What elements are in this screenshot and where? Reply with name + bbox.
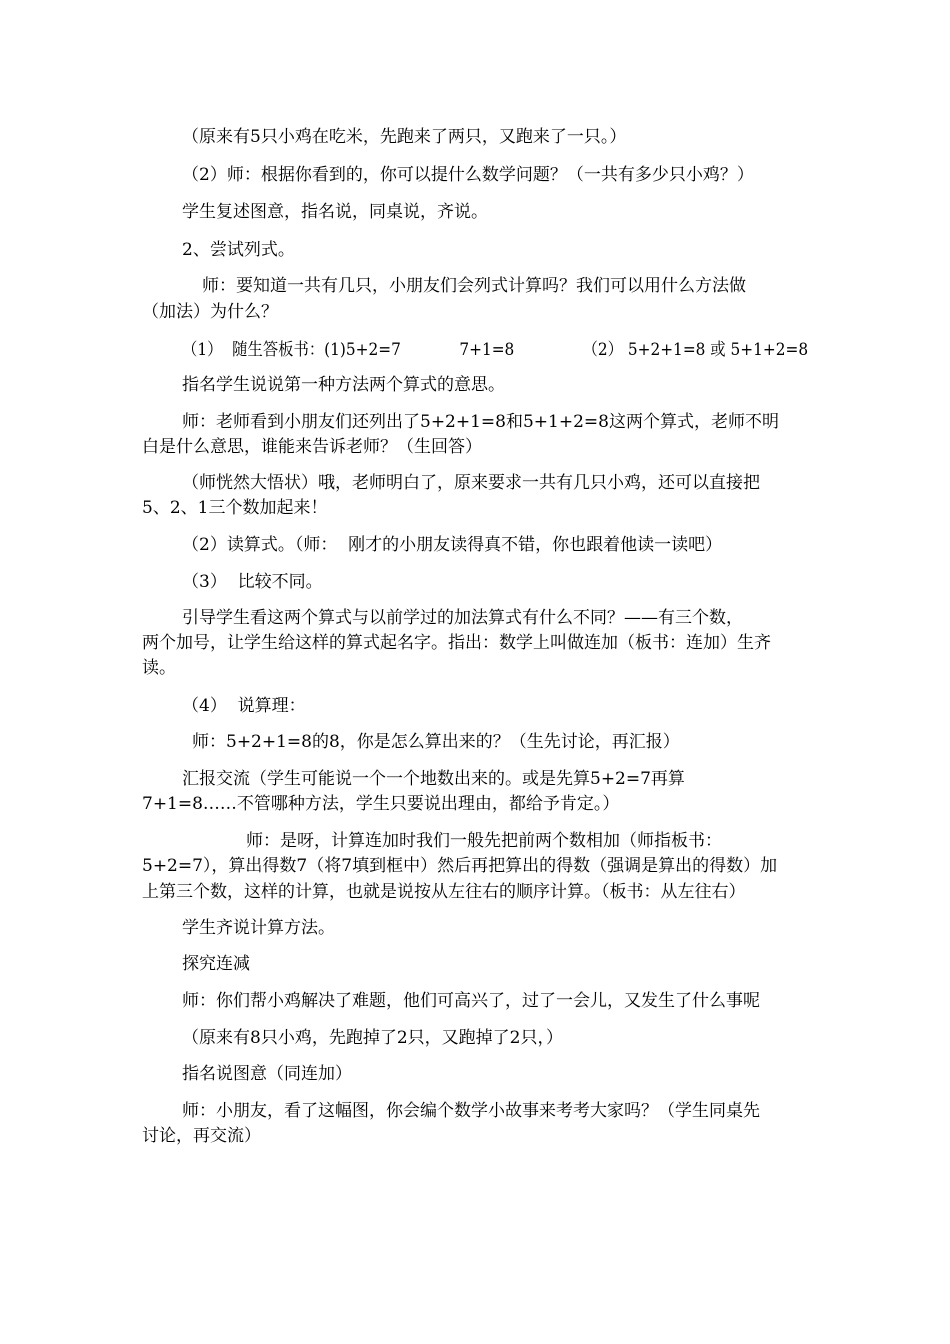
text-line: 师：老师看到小朋友们还列出了5+2+1=8和5+1+2=8这两个算式，老师不明 xyxy=(182,412,779,432)
text-line: 汇报交流（学生可能说一个一个地数出来的。或是先算5+2=7再算 xyxy=(182,769,685,789)
text-line: 5、2、1三个数加起来！ xyxy=(142,498,328,518)
text-line: 师：5+2+1=8的8，你是怎么算出来的？（生先讨论，再汇报） xyxy=(192,732,680,752)
text-line: （1） 随生答板书：(1)5+2=7 7+1=8 （2） 5+2+1=8 或 5+1+2=8 xyxy=(182,340,809,360)
text-line: 7+1=8……不管哪种方法，学生只要说出理由，都给予肯定。） xyxy=(142,794,620,814)
text-line: 2、尝试列式。 xyxy=(182,240,295,260)
text-line: （2）师：根据你看到的，你可以提什么数学问题？（一共有多少只小鸡？） xyxy=(182,165,754,185)
text-line: 上第三个数，这样的计算，也就是说按从左往右的顺序计算。（板书：从左往右） xyxy=(142,882,746,902)
text-line: （2）读算式。（师： 刚才的小朋友读得真不错，你也跟着他读一读吧） xyxy=(182,535,723,555)
text-line: （原来有5只小鸡在吃米，先跑来了两只，又跑来了一只。） xyxy=(182,127,627,147)
text-line: 师：要知道一共有几只，小朋友们会列式计算吗？我们可以用什么方法做 xyxy=(202,276,746,296)
text-line: （加法）为什么？ xyxy=(142,302,278,322)
text-line: 白是什么意思，谁能来告诉老师？（生回答） xyxy=(142,437,482,457)
text-line: 读。 xyxy=(142,658,176,678)
text-line: 师：小朋友，看了这幅图，你会编个数学小故事来考考大家吗？（学生同桌先 xyxy=(182,1101,760,1121)
text-line: 指名学生说说第一种方法两个算式的意思。 xyxy=(182,375,505,395)
text-line: 师：你们帮小鸡解决了难题，他们可高兴了，过了一会儿，又发生了什么事呢 xyxy=(182,991,760,1011)
text-line: （4） 说算理： xyxy=(182,696,306,716)
text-line: （3） 比较不同。 xyxy=(182,572,323,592)
text-line: 引导学生看这两个算式与以前学过的加法算式有什么不同？——有三个数， xyxy=(182,608,743,628)
text-line: 5+2=7），算出得数7（将7填到框中）然后再把算出的得数（强调是算出的得数）加 xyxy=(142,856,778,876)
text-line: 讨论，再交流） xyxy=(142,1126,261,1146)
text-line: 学生复述图意，指名说，同桌说，齐说。 xyxy=(182,202,488,222)
text-line: （原来有8只小鸡，先跑掉了2只，又跑掉了2只，） xyxy=(182,1028,563,1048)
text-line: 探究连减 xyxy=(182,954,250,974)
text-line: 指名说图意（同连加） xyxy=(182,1064,352,1084)
text-line: 师：是呀，计算连加时我们一般先把前两个数相加（师指板书： xyxy=(246,831,722,851)
text-line: 两个加号，让学生给这样的算式起名字。指出：数学上叫做连加（板书：连加）生齐 xyxy=(142,633,771,653)
text-line: （师恍然大悟状）哦，老师明白了，原来要求一共有几只小鸡，还可以直接把 xyxy=(182,473,760,493)
text-line: 学生齐说计算方法。 xyxy=(182,918,335,938)
